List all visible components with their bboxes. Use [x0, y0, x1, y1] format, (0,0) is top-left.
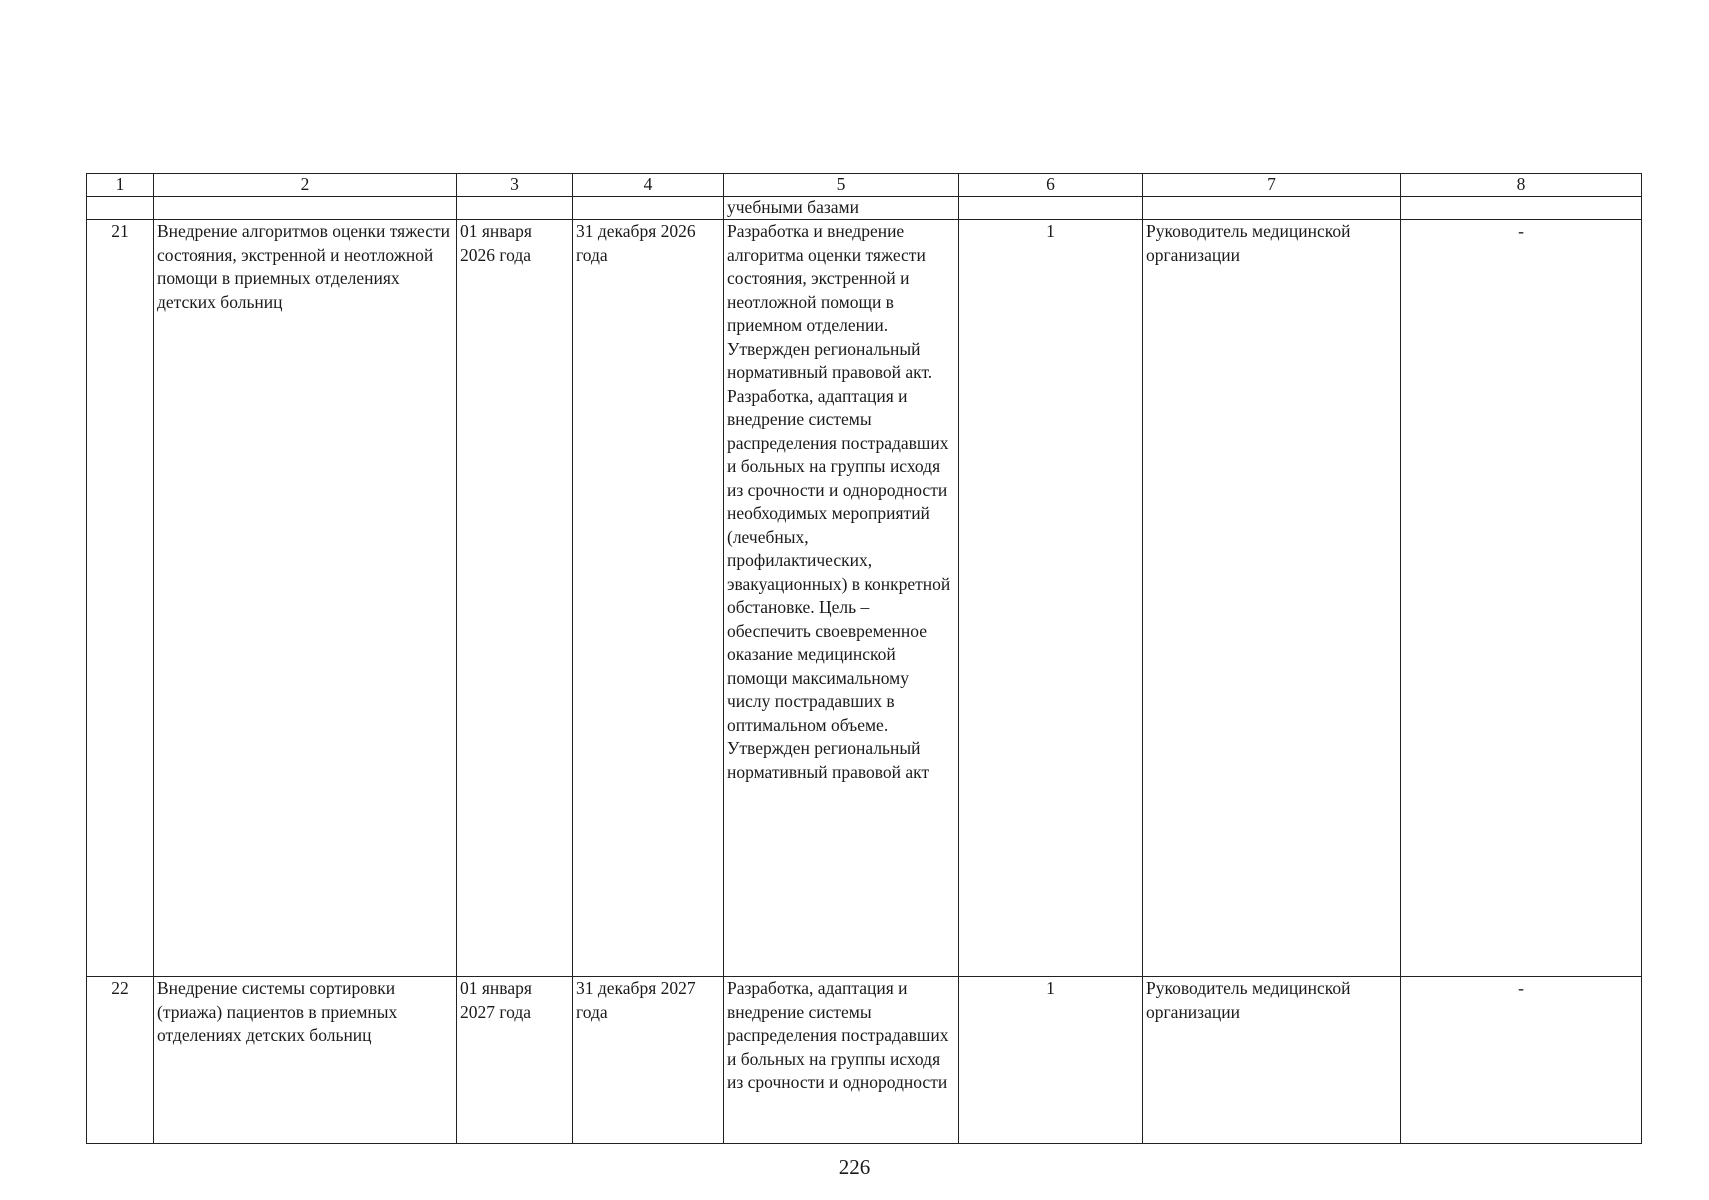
table-cell: [1143, 197, 1401, 220]
continuation-row: [87, 197, 1642, 220]
column-number-cell: 7: [1143, 174, 1401, 197]
column-number-cell: 6: [959, 174, 1143, 197]
note-cell: -: [1401, 977, 1642, 1144]
row-number-cell: 21: [87, 220, 154, 977]
table-cell: [457, 197, 573, 220]
column-number-cell: 4: [573, 174, 724, 197]
result-cell: Разработка и внедрение алгоритма оценки тяжести состояния, экстренной и неотложной помощи в приемном отделении. Утвержден региональный нормативный правовой акт. Разработка, адаптация и внедрение системы распределения пострадавших и больных на группы исходя из срочности и однородности необходимых мероприятий (лечебных, профилактических, эвакуационных) в конкретной обстановке. Цель – обеспечить своевременное оказание медицинской помощи максимальному числу пострадавших в оптимальном объеме. Утвержден региональный нормативный правовой акт: [724, 220, 959, 977]
table-cell: [959, 197, 1143, 220]
end-date-cell: 31 декабря 2027 года: [573, 977, 724, 1144]
result-cell: Разработка, адаптация и внедрение системы распределения пострадавших и больных на группы исходя из срочности и однородности: [724, 977, 959, 1144]
result-cell: учебными базами: [724, 197, 959, 220]
responsible-cell: Руководитель медицинской организации: [1143, 977, 1401, 1144]
column-number-cell: 3: [457, 174, 573, 197]
column-number-cell: 5: [724, 174, 959, 197]
table-cell: [87, 197, 154, 220]
activity-name-cell: Внедрение системы сортировки (триажа) пациентов в приемных отделениях детских больниц: [154, 977, 457, 1144]
end-date-cell: 31 декабря 2026 года: [573, 220, 724, 977]
row-number-cell: 22: [87, 977, 154, 1144]
page-number: 226: [838, 1155, 871, 1179]
plan-table: [86, 173, 1642, 1144]
column-number-row: [87, 174, 1642, 197]
column-number-cell: 8: [1401, 174, 1642, 197]
count-cell: 1: [959, 977, 1143, 1144]
responsible-cell: Руководитель медицинской организации: [1143, 220, 1401, 977]
table-cell: [1401, 197, 1642, 220]
activity-name-cell: Внедрение алгоритмов оценки тяжести состояния, экстренной и неотложной помощи в приемных отделениях детских больниц: [154, 220, 457, 977]
start-date-cell: 01 января 2027 года: [457, 977, 573, 1144]
note-cell: -: [1401, 220, 1642, 977]
column-number-cell: 2: [154, 174, 457, 197]
table-cell: [573, 197, 724, 220]
start-date-cell: 01 января 2026 года: [457, 220, 573, 977]
table-cell: [154, 197, 457, 220]
count-cell: 1: [959, 220, 1143, 977]
column-number-cell: 1: [87, 174, 154, 197]
table-row: [87, 220, 1642, 977]
table-row: [87, 977, 1642, 1144]
